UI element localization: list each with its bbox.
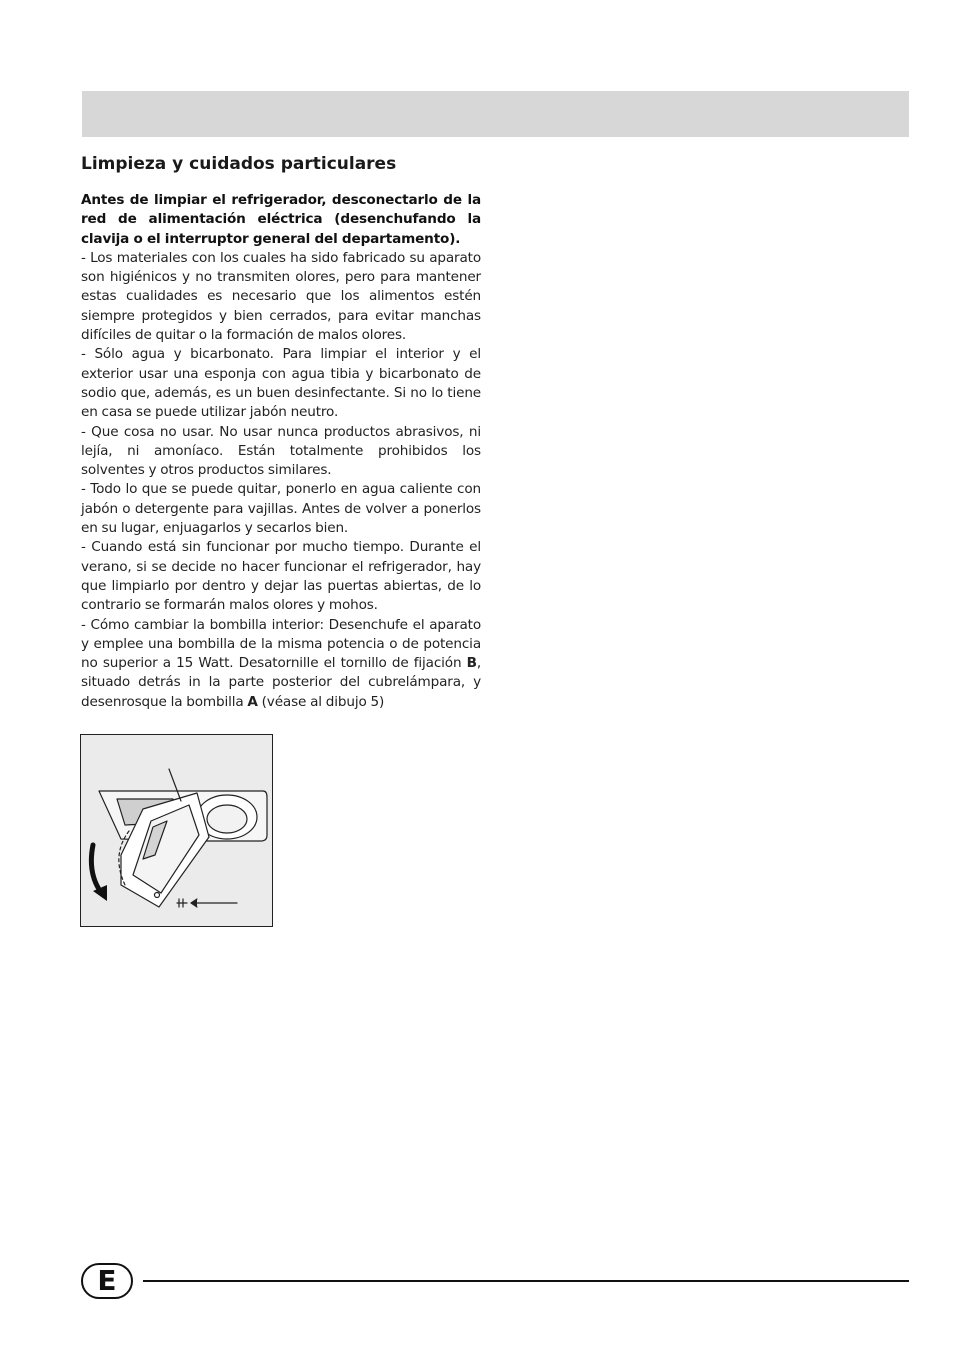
body-text <box>81 191 481 712</box>
paragraph-water-bicarbonate: - Sólo agua y bicarbonato. Para limpiar el interior y el exterior usar una esponja con agua tibia y bicarbonato de sodio que, además, es un buen desinfectante. Si no lo tiene en casa se puede utilizar jabón neutro. <box>81 346 481 421</box>
header-bar <box>82 91 909 137</box>
language-badge: E <box>81 1263 133 1299</box>
paragraph-long-inactivity: - Cuando está sin funcionar por mucho tiempo. Durante el verano, si se decide no hacer funcionar el refrigerador, hay que limpiarlo por dentro y dejar las puertas abiertas, de lo contrario se formarán malos olores y mohos. <box>81 539 481 614</box>
footer-rule <box>143 1280 909 1282</box>
warning-paragraph: Antes de limpiar el refrigerador, desconectarlo de la red de alimentación eléctrica (desenchufando la clavija o el interruptor general del departamento). <box>81 192 481 247</box>
label-b: B <box>466 655 477 672</box>
paragraph-removable-parts: - Todo lo que se puede quitar, ponerlo en agua caliente con jabón o detergente para vajillas. Antes de volver a ponerlos en su lugar, enjuagarlos y secarlos bien. <box>81 481 481 537</box>
lamp-cover-illustration <box>81 735 272 926</box>
paragraph-bulb-change: - Cómo cambiar la bombilla interior: Desenchufe el aparato y emplee una bombilla de la misma potencia o de potencia no superior a 15 Watt. Desatornille el tornillo de fijación B, situado detrás in la parte posterior del cubrelámpara, y desenrosque la bombilla A (véase al dibujo 5) <box>81 616 481 710</box>
lamp-cover-figure <box>80 734 273 927</box>
paragraph-what-not-to-use: - Que cosa no usar. No usar nunca productos abrasivos, ni lejía, ni amoníaco. Están totalmente prohibidos los solventes y otros productos similares. <box>81 423 481 479</box>
label-a: A <box>247 693 258 710</box>
section-title: Limpieza y cuidados particulares <box>81 154 397 174</box>
paragraph-materials: - Los materiales con los cuales ha sido fabricado su aparato son higiénicos y no transmiten olores, pero para mantener estas cualidades es necesario que los alimentos estén siempre protegidos y bien cerrados, para evitar manchas difíciles de quitar o la formación de malos olores. <box>81 249 481 344</box>
